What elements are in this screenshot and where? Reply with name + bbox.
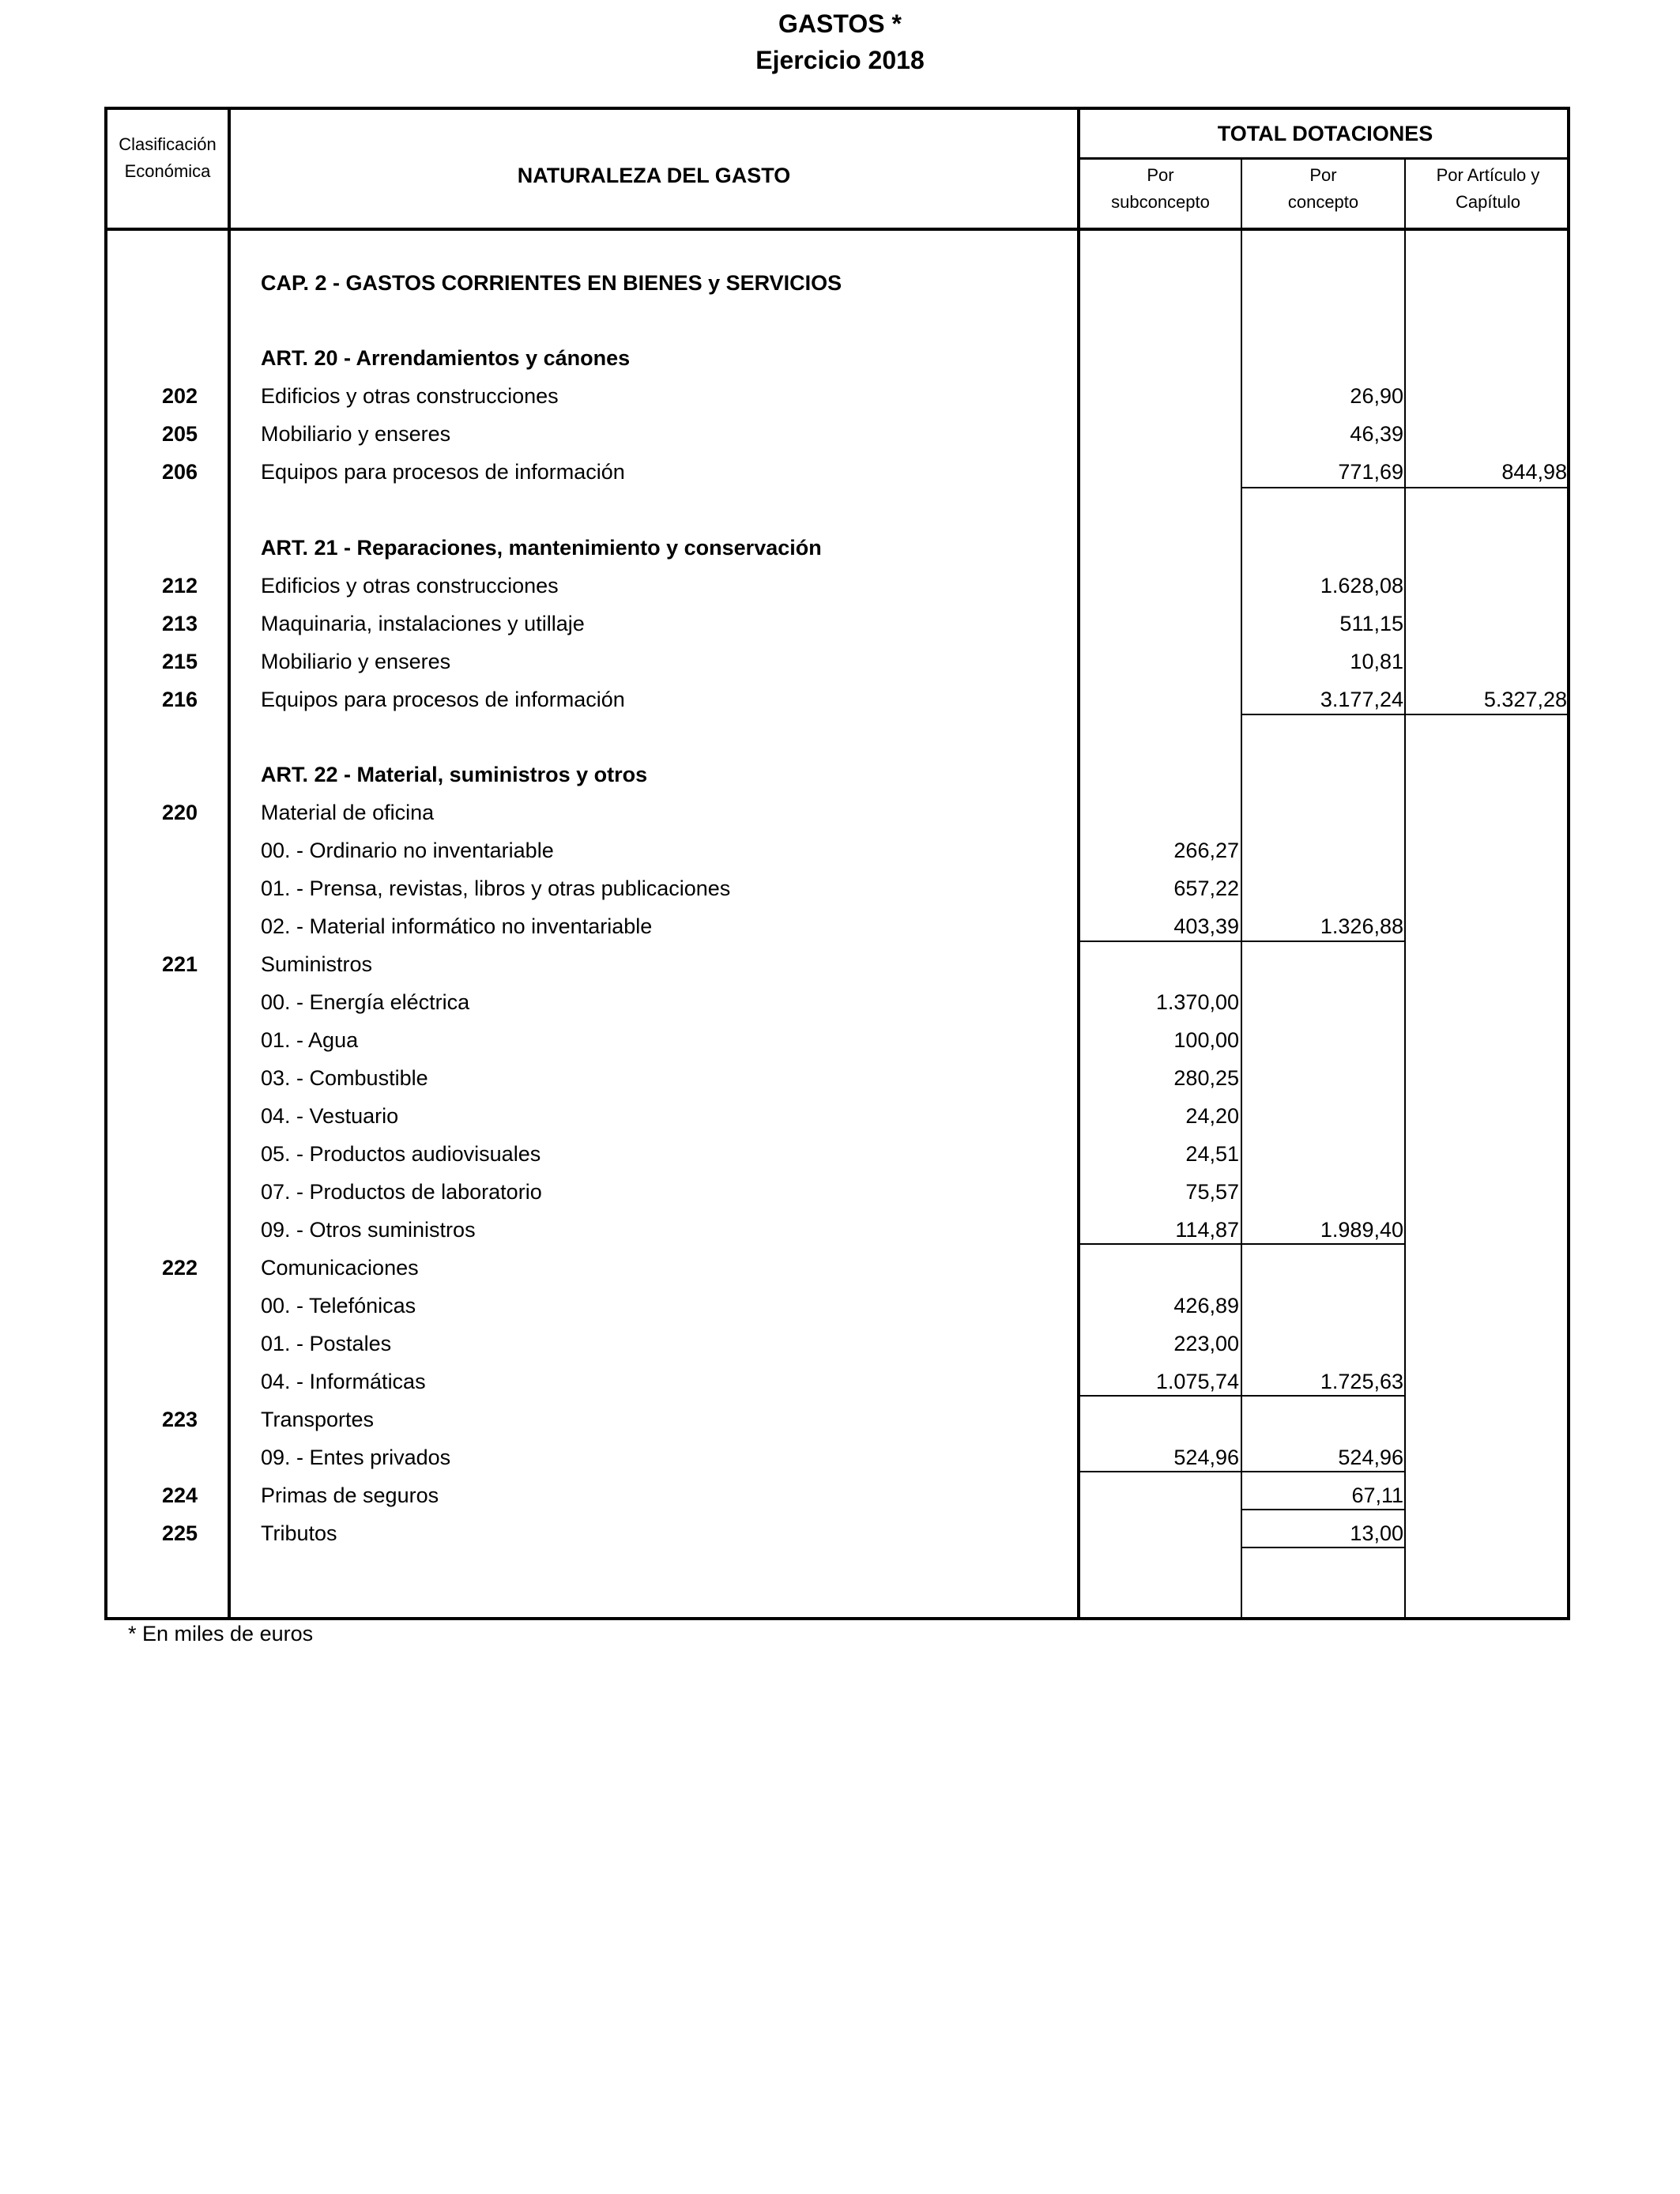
- row-description: Edificios y otras construcciones: [261, 574, 559, 598]
- table-row: [0, 1400, 1680, 1438]
- table-row: [0, 1514, 1680, 1552]
- row-subconcepto: [1083, 339, 1239, 377]
- row-concepto: 524,96: [1338, 1446, 1403, 1469]
- row-description: ART. 21 - Reparaciones, mantenimiento y conservación: [261, 536, 822, 560]
- subtotal-rule: [1242, 1509, 1404, 1510]
- row-description: 01. - Postales: [261, 1332, 392, 1355]
- row-description: Equipos para procesos de información: [261, 688, 625, 711]
- row-concepto: 46,39: [1350, 422, 1403, 446]
- row-code: 223: [161, 1408, 198, 1431]
- row-code: 222: [161, 1256, 198, 1280]
- row-subconcepto: [1083, 680, 1239, 718]
- row-code: [119, 869, 198, 907]
- table-row: [0, 1059, 1680, 1097]
- row-articulo: [1411, 264, 1567, 302]
- table-row: [0, 831, 1680, 869]
- row-articulo: [1411, 1135, 1567, 1173]
- table-row: [0, 945, 1680, 983]
- row-description: 00. - Telefónicas: [261, 1294, 416, 1318]
- row-code: 202: [161, 384, 198, 408]
- subtotal-rule: [1406, 714, 1570, 715]
- row-concepto: [1247, 264, 1403, 302]
- row-description: Edificios y otras construcciones: [261, 384, 559, 408]
- row-subconcepto: [1083, 377, 1239, 415]
- row-articulo: [1411, 415, 1567, 453]
- row-description: 02. - Material informático no inventariable: [261, 914, 653, 938]
- table-row: [0, 680, 1680, 718]
- row-articulo: [1411, 567, 1567, 605]
- row-articulo: [1411, 377, 1567, 415]
- subtotal-rule: [1242, 941, 1404, 942]
- subtotal-rule: [1242, 1471, 1404, 1472]
- table-row: [0, 1287, 1680, 1325]
- row-description: Equipos para procesos de información: [261, 460, 625, 484]
- row-concepto: [1247, 831, 1403, 869]
- table-row: [0, 756, 1680, 794]
- subtotal-rule: [1080, 1471, 1241, 1472]
- row-articulo: [1411, 1097, 1567, 1135]
- subtotal-rule: [1242, 1547, 1404, 1548]
- row-concepto: 67,11: [1351, 1483, 1403, 1507]
- row-articulo: [1411, 1400, 1567, 1438]
- table-row: [0, 339, 1680, 377]
- header-naturaleza: NATURALEZA DEL GASTO: [517, 164, 791, 187]
- row-concepto: [1247, 1325, 1403, 1363]
- footnote: * En miles de euros: [128, 1622, 314, 1646]
- row-description: 01. - Prensa, revistas, libros y otras publicaciones: [261, 876, 731, 900]
- row-code: 225: [161, 1521, 198, 1545]
- table-row: [0, 1097, 1680, 1135]
- row-description: ART. 22 - Material, suministros y otros: [261, 763, 648, 786]
- table-row: [0, 907, 1680, 945]
- row-subconcepto: [1083, 794, 1239, 831]
- table-row: [0, 453, 1680, 491]
- row-subconcepto: 403,39: [1173, 914, 1239, 938]
- row-concepto: [1247, 1249, 1403, 1287]
- row-articulo: [1411, 643, 1567, 680]
- table-row: [0, 1249, 1680, 1287]
- row-description: Mobiliario y enseres: [261, 650, 451, 673]
- row-articulo: 5.327,28: [1483, 688, 1567, 711]
- row-description: 04. - Vestuario: [261, 1104, 399, 1128]
- subtotal-rule: [1080, 1395, 1241, 1397]
- row-code: [119, 1021, 198, 1059]
- row-description: 09. - Entes privados: [261, 1446, 451, 1469]
- row-code: 216: [161, 688, 198, 711]
- row-subconcepto: [1083, 415, 1239, 453]
- row-code: [119, 1287, 198, 1325]
- table-row: [0, 1135, 1680, 1173]
- subtotal-rule: [1080, 1243, 1241, 1245]
- table-row: [0, 869, 1680, 907]
- row-description: 00. - Energía eléctrica: [261, 990, 470, 1014]
- row-articulo: [1411, 831, 1567, 869]
- row-description: Material de oficina: [261, 801, 435, 824]
- table-row: [0, 264, 1680, 302]
- row-subconcepto: [1083, 605, 1239, 643]
- header-total-dotaciones: TOTAL DOTACIONES: [1217, 122, 1433, 145]
- row-subconcepto: 75,57: [1185, 1180, 1239, 1204]
- row-articulo: [1411, 907, 1567, 945]
- header-clasificacion: Clasificación Económica: [119, 134, 217, 181]
- row-concepto: 1.628,08: [1320, 574, 1403, 598]
- row-articulo: [1411, 339, 1567, 377]
- row-articulo: [1411, 1514, 1567, 1552]
- table-row: [0, 1438, 1680, 1476]
- row-code: [119, 1135, 198, 1173]
- table-row: [0, 983, 1680, 1021]
- row-description: 09. - Otros suministros: [261, 1218, 476, 1242]
- table-row: [0, 794, 1680, 831]
- row-code: 220: [161, 801, 198, 824]
- row-articulo: [1411, 1325, 1567, 1363]
- row-code: [119, 1211, 198, 1249]
- row-subconcepto: [1083, 529, 1239, 567]
- row-concepto: 1.989,40: [1320, 1218, 1403, 1242]
- row-code: [119, 1097, 198, 1135]
- page-subtitle: Ejercicio 2018: [755, 46, 925, 74]
- row-subconcepto: 280,25: [1173, 1066, 1239, 1090]
- row-concepto: [1247, 1135, 1403, 1173]
- row-description: ART. 20 - Arrendamientos y cánones: [261, 346, 631, 370]
- row-articulo: [1411, 1476, 1567, 1514]
- row-articulo: 844,98: [1501, 460, 1567, 484]
- row-concepto: 771,69: [1338, 460, 1403, 484]
- row-description: 07. - Productos de laboratorio: [261, 1180, 542, 1204]
- row-description: Maquinaria, instalaciones y utillaje: [261, 612, 585, 635]
- row-code: 212: [161, 574, 198, 598]
- row-articulo: [1411, 1173, 1567, 1211]
- row-articulo: [1411, 1021, 1567, 1059]
- row-articulo: [1411, 1363, 1567, 1400]
- header-por-subconcepto: Por subconcepto: [1111, 165, 1210, 212]
- row-concepto: [1247, 1173, 1403, 1211]
- table-row: [0, 643, 1680, 680]
- row-description: Transportes: [261, 1408, 375, 1431]
- table-row: [0, 1021, 1680, 1059]
- subtotal-rule: [1242, 1243, 1404, 1245]
- row-subconcepto: [1083, 453, 1239, 491]
- table-row: [0, 415, 1680, 453]
- row-code: 224: [161, 1483, 198, 1507]
- row-code: 206: [161, 460, 198, 484]
- header-divider: [1077, 157, 1570, 160]
- row-code: 205: [161, 422, 198, 446]
- row-code: [119, 339, 198, 377]
- row-description: Mobiliario y enseres: [261, 422, 451, 446]
- row-code: [119, 264, 198, 302]
- row-articulo: [1411, 529, 1567, 567]
- row-description: 03. - Combustible: [261, 1066, 428, 1090]
- row-code: [119, 831, 198, 869]
- row-concepto: 511,15: [1339, 612, 1403, 635]
- row-code: [119, 1438, 198, 1476]
- row-concepto: 3.177,24: [1320, 688, 1403, 711]
- row-code: [119, 1325, 198, 1363]
- row-subconcepto: [1083, 1514, 1239, 1552]
- row-subconcepto: 266,27: [1173, 839, 1239, 862]
- row-concepto: 1.326,88: [1320, 914, 1403, 938]
- table-row: [0, 1476, 1680, 1514]
- row-concepto: [1247, 1287, 1403, 1325]
- row-subconcepto: [1083, 945, 1239, 983]
- row-subconcepto: 24,51: [1185, 1142, 1239, 1166]
- row-code: [119, 1363, 198, 1400]
- row-articulo: [1411, 1438, 1567, 1476]
- row-subconcepto: 426,89: [1173, 1294, 1239, 1318]
- row-concepto: [1247, 869, 1403, 907]
- header-divider: [104, 228, 1570, 231]
- subtotal-rule: [1242, 1395, 1404, 1397]
- row-description: 04. - Informáticas: [261, 1370, 426, 1393]
- page-title: GASTOS *: [778, 9, 902, 38]
- row-concepto: [1247, 1021, 1403, 1059]
- row-code: 215: [161, 650, 198, 673]
- row-subconcepto: [1083, 1249, 1239, 1287]
- row-concepto: 26,90: [1350, 384, 1403, 408]
- row-concepto: [1247, 339, 1403, 377]
- row-code: [119, 907, 198, 945]
- row-description: CAP. 2 - GASTOS CORRIENTES EN BIENES y SERVICIOS: [261, 271, 842, 295]
- row-description: Suministros: [261, 952, 373, 976]
- row-articulo: [1411, 869, 1567, 907]
- table-row: [0, 605, 1680, 643]
- row-concepto: [1247, 529, 1403, 567]
- row-articulo: [1411, 983, 1567, 1021]
- table-row: [0, 1173, 1680, 1211]
- subtotal-rule: [1242, 487, 1404, 488]
- row-subconcepto: [1083, 1400, 1239, 1438]
- row-subconcepto: [1083, 1476, 1239, 1514]
- header-por-articulo: Por Artículo y Capítulo: [1436, 165, 1540, 212]
- row-subconcepto: 223,00: [1173, 1332, 1239, 1355]
- table-row: [0, 377, 1680, 415]
- row-subconcepto: 1.075,74: [1155, 1370, 1239, 1393]
- subtotal-rule: [1406, 487, 1570, 488]
- row-code: [119, 1059, 198, 1097]
- row-articulo: [1411, 945, 1567, 983]
- row-code: [119, 529, 198, 567]
- row-code: [119, 1173, 198, 1211]
- row-subconcepto: [1083, 567, 1239, 605]
- row-subconcepto: 100,00: [1173, 1028, 1239, 1052]
- row-articulo: [1411, 1059, 1567, 1097]
- subtotal-rule: [1242, 714, 1404, 715]
- row-code: 213: [161, 612, 198, 635]
- table-row: [0, 1363, 1680, 1400]
- row-description: Primas de seguros: [261, 1483, 439, 1507]
- row-subconcepto: 24,20: [1185, 1104, 1239, 1128]
- row-description: Tributos: [261, 1521, 337, 1545]
- table-row: [0, 1211, 1680, 1249]
- table-row: [0, 529, 1680, 567]
- row-concepto: [1247, 756, 1403, 794]
- row-subconcepto: 1.370,00: [1155, 990, 1239, 1014]
- table-row: [0, 1325, 1680, 1363]
- row-code: 221: [161, 952, 198, 976]
- row-concepto: [1247, 1097, 1403, 1135]
- row-concepto: 1.725,63: [1320, 1370, 1403, 1393]
- row-concepto: [1247, 794, 1403, 831]
- row-articulo: [1411, 794, 1567, 831]
- row-subconcepto: 657,22: [1173, 876, 1239, 900]
- row-description: Comunicaciones: [261, 1256, 419, 1280]
- row-articulo: [1411, 1249, 1567, 1287]
- row-articulo: [1411, 1211, 1567, 1249]
- table-row: [0, 567, 1680, 605]
- row-concepto: [1247, 1400, 1403, 1438]
- row-subconcepto: [1083, 643, 1239, 680]
- row-description: 01. - Agua: [261, 1028, 359, 1052]
- row-code: [119, 756, 198, 794]
- row-articulo: [1411, 756, 1567, 794]
- row-concepto: [1247, 983, 1403, 1021]
- row-subconcepto: [1083, 264, 1239, 302]
- row-concepto: [1247, 945, 1403, 983]
- row-concepto: 13,00: [1350, 1521, 1403, 1545]
- row-code: [119, 983, 198, 1021]
- row-concepto: [1247, 1059, 1403, 1097]
- row-articulo: [1411, 605, 1567, 643]
- row-subconcepto: 114,87: [1175, 1218, 1239, 1242]
- row-description: 00. - Ordinario no inventariable: [261, 839, 554, 862]
- row-subconcepto: 524,96: [1173, 1446, 1239, 1469]
- row-description: 05. - Productos audiovisuales: [261, 1142, 541, 1166]
- header-por-concepto: Por concepto: [1287, 165, 1359, 212]
- row-concepto: 10,81: [1350, 650, 1403, 673]
- subtotal-rule: [1080, 941, 1241, 942]
- row-articulo: [1411, 1287, 1567, 1325]
- row-subconcepto: [1083, 756, 1239, 794]
